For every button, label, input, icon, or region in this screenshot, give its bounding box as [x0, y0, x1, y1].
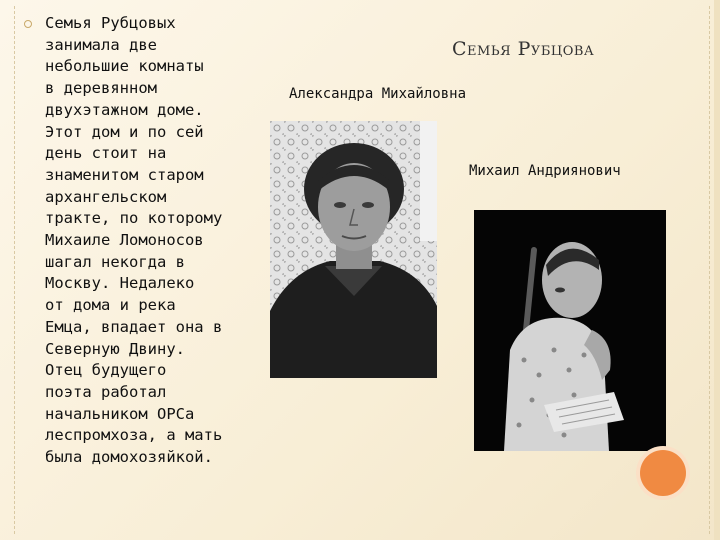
orange-circle-decoration [640, 450, 686, 496]
father-photo [474, 210, 666, 451]
mother-photo [270, 121, 437, 378]
body-text: Семья Рубцовых занимала две небольшие комнаты в деревянном двухэтажном доме. Этот дом и по сей день стоит на знаменитом старом архангельском тракте, по которому Михаиле Ломоносов шагал некогда в Москву. Недалеко от дома и река Емца, впадает она в Северную Двину. Отец будущего поэта работал начальником ОРСа леспромхоза, а мать была домохозяйкой. [45, 14, 223, 467]
slide-title: Семья Рубцова [452, 38, 595, 60]
bullet-icon [24, 20, 32, 28]
mother-caption: Александра Михайловна [289, 86, 467, 102]
father-caption: Михаил Андриянович [469, 163, 621, 179]
right-edge-band [714, 0, 720, 540]
